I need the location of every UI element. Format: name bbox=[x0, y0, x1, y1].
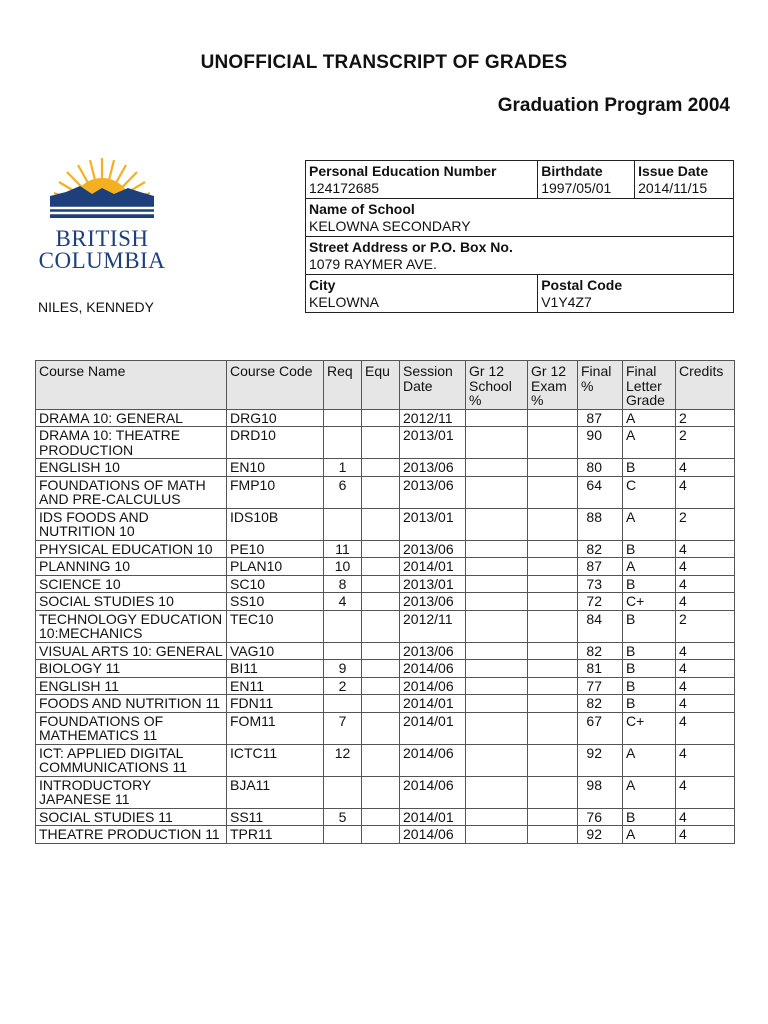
cell-session-date: 2013/06 bbox=[400, 593, 466, 611]
cell-session-date: 2014/01 bbox=[400, 808, 466, 826]
cell-final-letter: A bbox=[623, 776, 676, 808]
cell-req: 7 bbox=[324, 712, 362, 744]
table-row bbox=[36, 476, 735, 508]
cell-course-code: IDS10B bbox=[227, 508, 324, 540]
address-label: Street Address or P.O. Box No. bbox=[306, 237, 734, 257]
courses-header-row bbox=[36, 361, 735, 410]
cell-gr12-exam bbox=[528, 808, 578, 826]
cell-gr12-exam bbox=[528, 677, 578, 695]
cell-final-letter: B bbox=[623, 677, 676, 695]
cell-course-name: SOCIAL STUDIES 10 bbox=[36, 593, 227, 611]
cell-gr12-school bbox=[466, 642, 528, 660]
cell-equ bbox=[362, 677, 400, 695]
cell-equ bbox=[362, 476, 400, 508]
cell-course-code: VAG10 bbox=[227, 642, 324, 660]
logo-line1: BRITISH bbox=[55, 226, 149, 251]
col-course-name: Course Name bbox=[36, 361, 227, 410]
school-value: KELOWNA SECONDARY bbox=[306, 218, 734, 237]
cell-session-date: 2014/06 bbox=[400, 776, 466, 808]
cell-course-code: EN11 bbox=[227, 677, 324, 695]
cell-equ bbox=[362, 540, 400, 558]
transcript-title: UNOFFICIAL TRANSCRIPT OF GRADES bbox=[200, 52, 568, 73]
cell-session-date: 2013/06 bbox=[400, 476, 466, 508]
cell-final-percent: 73 bbox=[578, 575, 623, 593]
cell-gr12-school bbox=[466, 826, 528, 844]
cell-session-date: 2013/06 bbox=[400, 459, 466, 477]
cell-req bbox=[324, 695, 362, 713]
cell-req bbox=[324, 508, 362, 540]
cell-gr12-school bbox=[466, 776, 528, 808]
cell-req: 1 bbox=[324, 459, 362, 477]
cell-final-percent: 82 bbox=[578, 642, 623, 660]
col-req: Req bbox=[324, 361, 362, 410]
student-info-table bbox=[305, 160, 734, 313]
cell-gr12-exam bbox=[528, 593, 578, 611]
sun-mountain-icon bbox=[36, 156, 168, 226]
cell-credits: 4 bbox=[676, 660, 735, 678]
cell-course-code: FOM11 bbox=[227, 712, 324, 744]
cell-course-code: TEC10 bbox=[227, 610, 324, 642]
cell-final-letter: A bbox=[623, 558, 676, 576]
cell-gr12-exam bbox=[528, 409, 578, 427]
cell-course-code: BI11 bbox=[227, 660, 324, 678]
cell-req: 2 bbox=[324, 677, 362, 695]
cell-gr12-exam bbox=[528, 508, 578, 540]
cell-final-percent: 92 bbox=[578, 826, 623, 844]
table-row bbox=[36, 409, 735, 427]
city-label: City bbox=[306, 275, 538, 295]
table-row bbox=[36, 558, 735, 576]
cell-course-name: SCIENCE 10 bbox=[36, 575, 227, 593]
cell-session-date: 2014/01 bbox=[400, 712, 466, 744]
table-row bbox=[36, 427, 735, 459]
table-row bbox=[36, 776, 735, 808]
cell-course-name: FOUNDATIONS OF MATH AND PRE-CALCULUS bbox=[36, 476, 227, 508]
cell-final-percent: 76 bbox=[578, 808, 623, 826]
cell-equ bbox=[362, 459, 400, 477]
cell-equ bbox=[362, 660, 400, 678]
cell-credits: 2 bbox=[676, 427, 735, 459]
cell-course-name: IDS FOODS AND NUTRITION 10 bbox=[36, 508, 227, 540]
cell-equ bbox=[362, 642, 400, 660]
cell-session-date: 2014/06 bbox=[400, 826, 466, 844]
col-equ: Equ bbox=[362, 361, 400, 410]
cell-credits: 4 bbox=[676, 776, 735, 808]
cell-final-percent: 84 bbox=[578, 610, 623, 642]
cell-gr12-school bbox=[466, 677, 528, 695]
cell-equ bbox=[362, 695, 400, 713]
cell-credits: 4 bbox=[676, 744, 735, 776]
cell-final-letter: B bbox=[623, 459, 676, 477]
postal-code-value: V1Y4Z7 bbox=[538, 294, 734, 313]
col-credits: Credits bbox=[676, 361, 735, 410]
bc-logo bbox=[36, 156, 168, 272]
cell-final-percent: 77 bbox=[578, 677, 623, 695]
cell-gr12-school bbox=[466, 712, 528, 744]
cell-equ bbox=[362, 808, 400, 826]
cell-gr12-exam bbox=[528, 826, 578, 844]
cell-final-percent: 82 bbox=[578, 695, 623, 713]
cell-gr12-school bbox=[466, 744, 528, 776]
table-row bbox=[36, 610, 735, 642]
table-row bbox=[36, 677, 735, 695]
cell-course-name: DRAMA 10: THEATRE PRODUCTION bbox=[36, 427, 227, 459]
col-gr12-school: Gr 12 School % bbox=[466, 361, 528, 410]
cell-req bbox=[324, 776, 362, 808]
cell-course-code: TPR11 bbox=[227, 826, 324, 844]
cell-gr12-exam bbox=[528, 695, 578, 713]
issue-date-label: Issue Date bbox=[635, 161, 734, 181]
cell-course-name: ENGLISH 10 bbox=[36, 459, 227, 477]
cell-equ bbox=[362, 427, 400, 459]
cell-req bbox=[324, 409, 362, 427]
cell-gr12-school bbox=[466, 476, 528, 508]
cell-req bbox=[324, 427, 362, 459]
cell-final-percent: 64 bbox=[578, 476, 623, 508]
pen-label: Personal Education Number bbox=[306, 161, 538, 181]
cell-equ bbox=[362, 575, 400, 593]
cell-gr12-school bbox=[466, 540, 528, 558]
cell-course-name: FOODS AND NUTRITION 11 bbox=[36, 695, 227, 713]
cell-credits: 4 bbox=[676, 695, 735, 713]
cell-equ bbox=[362, 593, 400, 611]
cell-final-percent: 88 bbox=[578, 508, 623, 540]
cell-course-name: SOCIAL STUDIES 11 bbox=[36, 808, 227, 826]
cell-final-percent: 87 bbox=[578, 409, 623, 427]
cell-equ bbox=[362, 744, 400, 776]
table-row bbox=[36, 508, 735, 540]
cell-req: 9 bbox=[324, 660, 362, 678]
cell-final-letter: A bbox=[623, 409, 676, 427]
cell-course-code: SS11 bbox=[227, 808, 324, 826]
cell-equ bbox=[362, 610, 400, 642]
table-row bbox=[36, 459, 735, 477]
cell-final-letter: C bbox=[623, 476, 676, 508]
cell-final-percent: 72 bbox=[578, 593, 623, 611]
cell-final-letter: B bbox=[623, 660, 676, 678]
table-row bbox=[36, 695, 735, 713]
cell-course-name: FOUNDATIONS OF MATHEMATICS 11 bbox=[36, 712, 227, 744]
cell-gr12-exam bbox=[528, 642, 578, 660]
cell-final-letter: B bbox=[623, 642, 676, 660]
cell-final-percent: 80 bbox=[578, 459, 623, 477]
cell-credits: 4 bbox=[676, 593, 735, 611]
cell-course-code: PLAN10 bbox=[227, 558, 324, 576]
cell-req: 11 bbox=[324, 540, 362, 558]
cell-req: 12 bbox=[324, 744, 362, 776]
table-row bbox=[36, 826, 735, 844]
cell-final-letter: A bbox=[623, 508, 676, 540]
cell-course-code: DRG10 bbox=[227, 409, 324, 427]
cell-gr12-exam bbox=[528, 540, 578, 558]
cell-course-code: SS10 bbox=[227, 593, 324, 611]
cell-req: 10 bbox=[324, 558, 362, 576]
table-row bbox=[36, 660, 735, 678]
cell-equ bbox=[362, 409, 400, 427]
cell-course-code: BJA11 bbox=[227, 776, 324, 808]
table-row bbox=[36, 744, 735, 776]
cell-course-code: SC10 bbox=[227, 575, 324, 593]
cell-final-letter: C+ bbox=[623, 593, 676, 611]
cell-gr12-exam bbox=[528, 610, 578, 642]
cell-credits: 2 bbox=[676, 409, 735, 427]
student-name: NILES, KENNEDY bbox=[38, 299, 154, 315]
cell-gr12-exam bbox=[528, 476, 578, 508]
cell-gr12-school bbox=[466, 558, 528, 576]
cell-req bbox=[324, 610, 362, 642]
cell-req: 4 bbox=[324, 593, 362, 611]
cell-final-percent: 92 bbox=[578, 744, 623, 776]
cell-session-date: 2013/01 bbox=[400, 508, 466, 540]
birthdate-label: Birthdate bbox=[538, 161, 635, 181]
cell-session-date: 2014/01 bbox=[400, 695, 466, 713]
logo-line2: COLUMBIA bbox=[38, 248, 166, 273]
cell-gr12-exam bbox=[528, 459, 578, 477]
cell-gr12-school bbox=[466, 508, 528, 540]
cell-course-code: PE10 bbox=[227, 540, 324, 558]
cell-final-letter: A bbox=[623, 744, 676, 776]
cell-course-name: THEATRE PRODUCTION 11 bbox=[36, 826, 227, 844]
pen-value: 124172685 bbox=[306, 180, 538, 199]
cell-credits: 4 bbox=[676, 826, 735, 844]
cell-credits: 4 bbox=[676, 575, 735, 593]
table-row bbox=[36, 540, 735, 558]
cell-course-code: FDN11 bbox=[227, 695, 324, 713]
cell-session-date: 2014/06 bbox=[400, 677, 466, 695]
cell-equ bbox=[362, 712, 400, 744]
cell-session-date: 2013/01 bbox=[400, 575, 466, 593]
cell-credits: 4 bbox=[676, 712, 735, 744]
col-course-code: Course Code bbox=[227, 361, 324, 410]
cell-credits: 2 bbox=[676, 610, 735, 642]
cell-gr12-exam bbox=[528, 776, 578, 808]
cell-gr12-exam bbox=[528, 427, 578, 459]
cell-final-percent: 98 bbox=[578, 776, 623, 808]
col-session-date: Session Date bbox=[400, 361, 466, 410]
cell-gr12-school bbox=[466, 593, 528, 611]
cell-final-percent: 90 bbox=[578, 427, 623, 459]
cell-session-date: 2014/06 bbox=[400, 744, 466, 776]
cell-gr12-exam bbox=[528, 712, 578, 744]
cell-credits: 4 bbox=[676, 476, 735, 508]
table-row bbox=[36, 642, 735, 660]
cell-session-date: 2013/06 bbox=[400, 642, 466, 660]
cell-final-percent: 67 bbox=[578, 712, 623, 744]
school-label: Name of School bbox=[306, 199, 734, 219]
cell-course-name: BIOLOGY 11 bbox=[36, 660, 227, 678]
cell-course-name: PHYSICAL EDUCATION 10 bbox=[36, 540, 227, 558]
cell-gr12-exam bbox=[528, 558, 578, 576]
table-row bbox=[36, 808, 735, 826]
cell-session-date: 2013/06 bbox=[400, 540, 466, 558]
cell-gr12-exam bbox=[528, 660, 578, 678]
birthdate-value: 1997/05/01 bbox=[538, 180, 635, 199]
postal-code-label: Postal Code bbox=[538, 275, 734, 295]
cell-req bbox=[324, 642, 362, 660]
cell-course-name: ICT: APPLIED DIGITAL COMMUNICATIONS 11 bbox=[36, 744, 227, 776]
cell-course-name: TECHNOLOGY EDUCATION 10:MECHANICS bbox=[36, 610, 227, 642]
cell-credits: 2 bbox=[676, 508, 735, 540]
cell-final-letter: A bbox=[623, 427, 676, 459]
cell-course-code: DRD10 bbox=[227, 427, 324, 459]
cell-credits: 4 bbox=[676, 459, 735, 477]
cell-equ bbox=[362, 776, 400, 808]
cell-final-letter: B bbox=[623, 695, 676, 713]
cell-final-letter: C+ bbox=[623, 712, 676, 744]
cell-session-date: 2014/01 bbox=[400, 558, 466, 576]
cell-equ bbox=[362, 558, 400, 576]
cell-course-name: INTRODUCTORY JAPANESE 11 bbox=[36, 776, 227, 808]
cell-course-name: VISUAL ARTS 10: GENERAL bbox=[36, 642, 227, 660]
cell-session-date: 2012/11 bbox=[400, 409, 466, 427]
cell-gr12-school bbox=[466, 808, 528, 826]
cell-course-code: FMP10 bbox=[227, 476, 324, 508]
table-row bbox=[36, 712, 735, 744]
graduation-program: Graduation Program 2004 bbox=[497, 95, 730, 116]
city-value: KELOWNA bbox=[306, 294, 538, 313]
cell-gr12-exam bbox=[528, 575, 578, 593]
cell-course-code: ICTC11 bbox=[227, 744, 324, 776]
cell-req: 5 bbox=[324, 808, 362, 826]
table-row bbox=[36, 593, 735, 611]
cell-session-date: 2014/06 bbox=[400, 660, 466, 678]
col-final-letter: Final Letter Grade bbox=[623, 361, 676, 410]
cell-final-letter: B bbox=[623, 808, 676, 826]
cell-equ bbox=[362, 826, 400, 844]
col-final-percent: Final % bbox=[578, 361, 623, 410]
cell-final-percent: 82 bbox=[578, 540, 623, 558]
cell-gr12-school bbox=[466, 575, 528, 593]
table-row bbox=[36, 575, 735, 593]
cell-req bbox=[324, 826, 362, 844]
cell-course-name: DRAMA 10: GENERAL bbox=[36, 409, 227, 427]
cell-gr12-exam bbox=[528, 744, 578, 776]
cell-credits: 4 bbox=[676, 642, 735, 660]
cell-final-letter: B bbox=[623, 540, 676, 558]
address-value: 1079 RAYMER AVE. bbox=[306, 256, 734, 275]
cell-final-letter: B bbox=[623, 610, 676, 642]
cell-gr12-school bbox=[466, 459, 528, 477]
cell-course-name: PLANNING 10 bbox=[36, 558, 227, 576]
cell-final-percent: 87 bbox=[578, 558, 623, 576]
cell-final-percent: 81 bbox=[578, 660, 623, 678]
cell-credits: 4 bbox=[676, 808, 735, 826]
cell-credits: 4 bbox=[676, 677, 735, 695]
cell-final-letter: A bbox=[623, 826, 676, 844]
cell-course-code: EN10 bbox=[227, 459, 324, 477]
col-gr12-exam: Gr 12 Exam % bbox=[528, 361, 578, 410]
cell-gr12-school bbox=[466, 409, 528, 427]
cell-session-date: 2013/01 bbox=[400, 427, 466, 459]
courses-table bbox=[35, 360, 735, 844]
cell-credits: 4 bbox=[676, 540, 735, 558]
cell-req: 8 bbox=[324, 575, 362, 593]
cell-gr12-school bbox=[466, 427, 528, 459]
cell-course-name: ENGLISH 11 bbox=[36, 677, 227, 695]
cell-credits: 4 bbox=[676, 558, 735, 576]
cell-final-letter: B bbox=[623, 575, 676, 593]
cell-equ bbox=[362, 508, 400, 540]
cell-session-date: 2012/11 bbox=[400, 610, 466, 642]
cell-gr12-school bbox=[466, 660, 528, 678]
cell-req: 6 bbox=[324, 476, 362, 508]
issue-date-value: 2014/11/15 bbox=[635, 180, 734, 199]
cell-gr12-school bbox=[466, 610, 528, 642]
cell-gr12-school bbox=[466, 695, 528, 713]
